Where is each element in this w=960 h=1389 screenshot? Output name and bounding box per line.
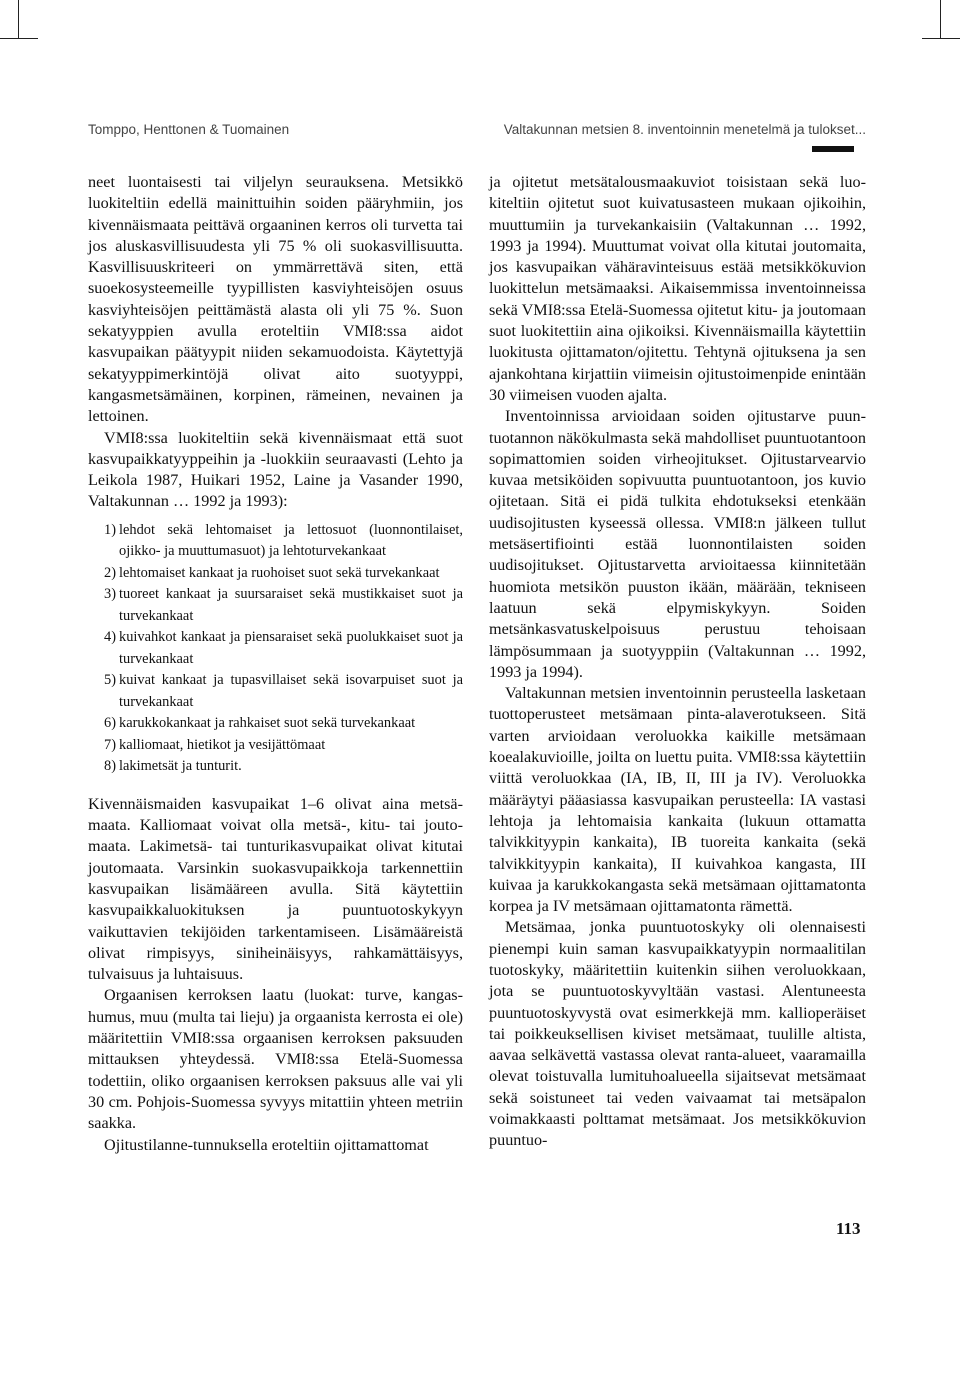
- list-item: [88, 563, 463, 585]
- running-head-title: Valtakunnan metsien 8. inventoinnin menetelmä ja tulokset...: [503, 122, 866, 137]
- list-item: [88, 735, 463, 757]
- paragraph: Kivennäismaiden kasvupaikat 1–6 olivat aina metsämaata. Kalliomaat voivat olla metsä-, kitu- tai joutomaata. Lakimetsä- tai tunturikasvupaikat olivat kitutai joutomaata. Varsinkin suokasvupaikkoja tarkennettiin kasvupaikan lisämääreen avulla. Sitä käytettiin kasvupaikkaluokituksen ja puuntuotoskykyyn vaikuttavien tekijöiden tarkentamiseen. Lisämääreistä olivat rimpisyys, siniheinäisyys, rahkamättäisyys, tulvaisuus ja luhtaisuus.: [88, 794, 463, 984]
- paragraph: VMI8:ssa luokiteltiin sekä kivennäismaat että suot kasvupaikkatyyppeihin ja -luokkiin seuraavasti (Lehto ja Leikola 1987, Huikari 1952, Laine ja Vasander 1990, Valtakunnan … 1992 ja 1993):: [88, 428, 463, 511]
- running-head: [88, 122, 866, 142]
- site-type-list: [88, 520, 463, 778]
- paragraph: Ojitustilanne-tunnuksella eroteltiin ojittamattomat: [104, 1135, 429, 1154]
- list-text: lehdot sekä lehtomaiset ja lettosuot (luonnontilaiset, ojikko- ja muuttumasuot) ja lehtoturvekankaat: [119, 521, 463, 560]
- right-column: [489, 172, 866, 1152]
- paragraph: neet luontaisesti tai viljelyn seurauksena. Metsikkö luokiteltiin edellä mainittuihin soiden pääryhmiin, jos kivennäismaata peittävä orgaaninen kerros oli turvetta tai jos aluskasvillisuudesta yli 75 % oli suokasvillisuutta. Kasvillisuuskriteeri on ymmärrettävä siten, että suoekosysteemeille tyypillisten kasviyhteisöjen osuus kasviyhteisöjen peittämästä alasta oli yli 75 %. Suon sekatyyppien avulla eroteltiin VMI8:ssa aidot kasvupaikan päätyypit niiden sekamuodoista. Käytettyjä sekatyyppimerkintöjä olivat aito suotyyppi, kangasmetsämäinen, korpinen, rämeinen, nevainen ja lettoinen.: [88, 173, 463, 426]
- list-text: kuivahkot kankaat ja piensaraiset sekä puolukkaiset suot ja turvekankaat: [119, 629, 463, 667]
- list-number: 7): [104, 736, 116, 753]
- list-item: [88, 520, 463, 563]
- list-item: [88, 627, 463, 670]
- list-number: 1): [104, 521, 116, 538]
- page-number: 113: [836, 1219, 861, 1238]
- list-text: lakimetsät ja tunturit.: [119, 758, 242, 775]
- paragraph: Orgaanisen kerroksen laatu (luokat: turve, kangashumus, muu (multa tai lieju) ja orgaanista kerrosta ei ole) määritettiin VMI8:ssa orgaanisen kerroksen paksuuden mittauksen yhteydessä. VMI8:ssa Etelä-Suomessa todettiin, oliko orgaanisen kerroksen paksuus alle vai yli 30 cm. Pohjois-Suomessa syvyys mitattiin yhteen metriin saakka.: [88, 986, 463, 1133]
- list-number: 6): [104, 715, 116, 732]
- list-text: karukkokankaat ja rahkaiset suot sekä turvekankaat: [119, 715, 416, 732]
- paragraph: Inventoinnissa arvioidaan soiden ojitustarve puuntuotannon näkökulmasta sekä mahdolliset puuntuotantoon sopimattomien soiden virheojitukset. Ojitustarvearvio kuvaa metsiköiden sopivuutta puuntuotantoon, jos kuvio ojitetaan. Sitä ei pidä tulkita ehdotukseksi etenkään uudisojitusten kyseessä ollessa. VMI8:n jälkeen tullut metsäsertifiointi estää luonnontilaisten soiden uudisojitukset. Ojitustarvetta arvioitaessa kiinnitetään huomiota metsikön puuston ikään, määrään, tekniseen laatuun sekä elpymiskykyyn. Soiden metsänkasvatuskelpoisuus perustuu tehoisaan lämpösummaan ja suotyyppiin (Valtakunnan … 1992, 1993 ja 1994).: [489, 407, 866, 681]
- list-number: 3): [104, 586, 116, 603]
- paragraph: Valtakunnan metsien inventoinnin perusteella lasketaan tuottoperusteet metsämaan pinta-alaverotukseen. Sitä varten arvioidaan veroluokka kaikille metsämaan koealakuvioille, joilta on luettu puita. VMI8:ssa käytettiin viittä veroluokkaa (IA, IB, II, III ja IV). Veroluokka määräytyi pääasiassa kasvupaikan perusteella: IA vastasi lehtoja ja lehtomaisia kankaita (lukuun ottamatta talvikkityypin kankaita), IB tuoreita kankaita (sekä talvikkityypin kankaita), II kuivahkoa kangasta, III kuivaa ja karukkokangasta sekä metsämaan ojittamatonta korpea ja IV metsämaan ojittamatonta rämettä.: [489, 684, 866, 916]
- list-number: 4): [104, 629, 116, 646]
- crop-mark-top-right: [940, 0, 941, 38]
- running-head-authors: Tomppo, Henttonen & Tuomainen: [88, 122, 290, 137]
- list-number: 5): [104, 672, 116, 689]
- list-item: [88, 756, 463, 778]
- crop-mark-top-left-h: [0, 38, 38, 39]
- list-item: [88, 713, 463, 735]
- list-text: kuivat kankaat ja tupasvillaiset sekä isovarpuiset suot ja turvekankaat: [119, 672, 463, 710]
- list-number: 2): [104, 564, 116, 581]
- paragraph: ja ojitetut metsätalousmaakuviot toisistaan sekä luokiteltiin ojitetut suot kuivatusasteen mukaan ojikoihin, muuttumiin ja turvekankaisiin (Valtakunnan … 1992, 1993 ja 1994). Muuttumat voivat olla kitutai joutomaita, jos kasvupaikan vähäravinteisuus estää metsikkökuvion luokittelun metsämaaksi. Aikaisemmissa inventoinneissa sekä VMI8:ssa Etelä-Suomessa ojitetut kitu- ja joutomaan suot luokitettiin aina ojikoiksi. Kivennäismailla käytettiin luokitusta ojittamaton/ojitettu. Tehtynä ojituksena ja sen ajankohtana kirjattiin viimeisin ojitustoimenpide enintään 30 viimeisen vuoden ajalta.: [489, 173, 866, 404]
- left-column: [88, 172, 463, 1156]
- list-text: kalliomaat, hietikot ja vesijättömaat: [119, 736, 326, 753]
- list-text: tuoreet kankaat ja suursaraiset sekä mustikkaiset suot ja turvekankaat: [119, 586, 463, 624]
- list-number: 8): [104, 758, 116, 775]
- paragraph: Metsämaa, jonka puuntuotoskyky oli olennaisesti pienempi kuin saman kasvupaikkatyypin normaalitilan tuotoskyky, määritettiin kuitenkin siihen veroluokkaan, jota se puuntuotoskyvyltään vastasi. Alentuneesta puuntuotoskyvystä ovat esimerkkejä mm. kallioperäiset tai poikkeuksellisen kiviset metsämaat, tuulille altista, aavaa selkävettä vastassa olevat ranta-alueet, vaaramailla olevat toistuvalla lumituhoalueella sijaitsevat metsämaat sekä soistuneet tai veden vaivaamat tai metsäpalon voimakkaasti polttamat metsämaat. Jos metsikkökuvion puuntuo-: [489, 918, 866, 1150]
- list-item: [88, 670, 463, 713]
- crop-mark-top-left: [18, 0, 19, 38]
- list-item: [88, 584, 463, 627]
- list-text: lehtomaiset kankaat ja ruohoiset suot sekä turvekankaat: [119, 564, 440, 581]
- crop-mark-top-right-h: [922, 38, 960, 39]
- header-rule: [812, 146, 854, 152]
